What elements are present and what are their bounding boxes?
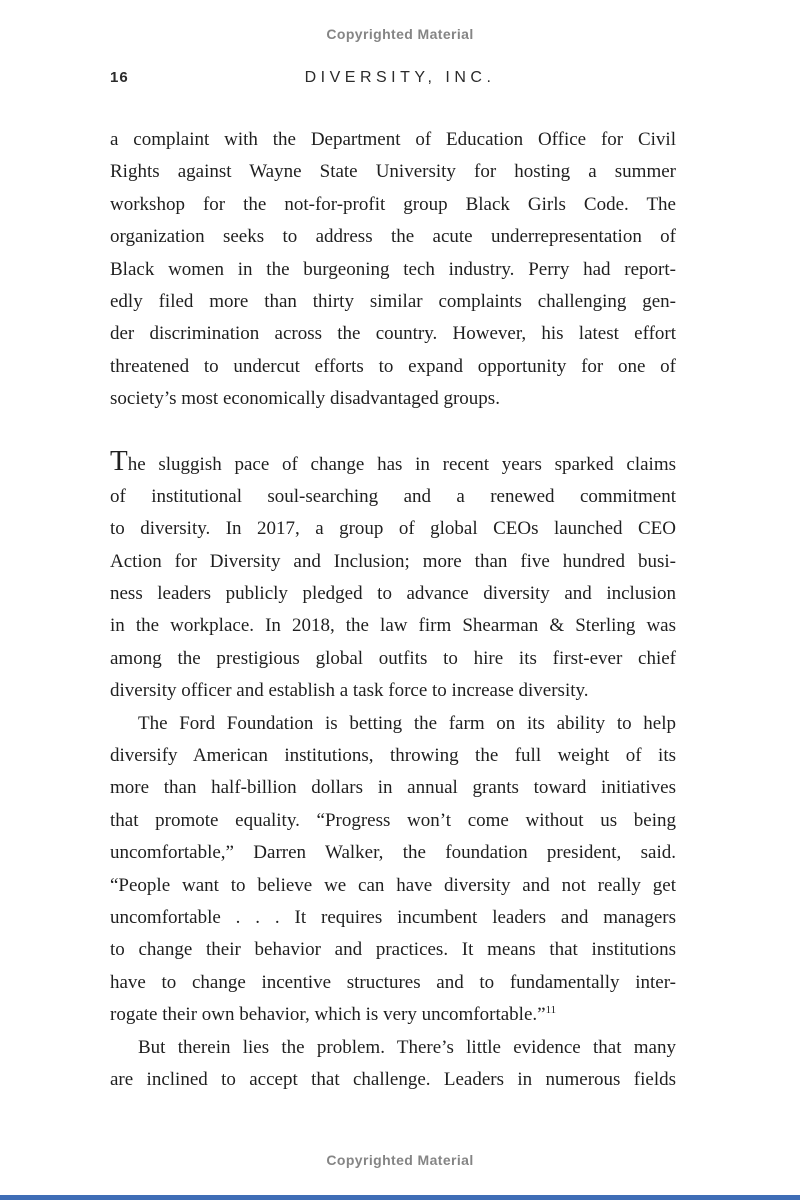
text-line: The sluggish pace of change has in recent years sparked claims — [110, 449, 676, 481]
text-line: Rights against Wayne State University for hosting a summer — [110, 161, 676, 183]
text-line: to diversity. In 2017, a group of global CEOs launched CEO — [110, 518, 676, 540]
paragraph — [110, 124, 676, 416]
text-line: are inclined to accept that challenge. Leaders in numerous fields — [110, 1068, 676, 1090]
text-line: But therein lies the problem. There’s little evidence that many — [138, 1036, 676, 1058]
initial-cap: T — [110, 448, 128, 477]
text-line: Action for Diversity and Inclusion; more than five hundred busi- — [110, 550, 676, 572]
text-line: that promote equality. “Progress won’t come without us being — [110, 809, 676, 831]
text-line: among the prestigious global outfits to hire its first-ever chief — [110, 647, 676, 669]
copyright-banner-top: Copyrighted Material — [326, 26, 474, 42]
endnote-marker: 11 — [545, 1004, 557, 1017]
page-body — [110, 124, 676, 1096]
text-line: have to change incentive structures and to fundamentally inter- — [110, 971, 676, 993]
text-line: edly filed more than thirty similar complaints challenging gen- — [110, 290, 676, 312]
paragraph — [110, 449, 676, 708]
text-line: society’s most economically disadvantaged groups. — [110, 388, 500, 410]
text-line: diversity officer and establish a task force to increase diversity. — [110, 680, 589, 702]
text-line: a complaint with the Department of Education Office for Civil — [110, 129, 676, 150]
text-line: “People want to believe we can have diversity and not really get — [110, 874, 676, 896]
text-line: ness leaders publicly pledged to advance diversity and inclusion — [110, 583, 676, 605]
text-line: workshop for the not-for-profit group Black Girls Code. The — [110, 193, 676, 215]
text-line: uncomfortable . . . It requires incumbent leaders and managers — [110, 906, 676, 928]
text-line: in the workplace. In 2018, the law firm Shearman & Sterling was — [110, 615, 676, 637]
text-line: Black women in the burgeoning tech industry. Perry had report- — [110, 258, 676, 280]
text-line: organization seeks to address the acute underrepresentation of — [110, 226, 676, 248]
text-line: uncomfortable,” Darren Walker, the foundation president, said. — [110, 842, 676, 864]
text-line: The Ford Foundation is betting the farm on its ability to help — [138, 712, 676, 734]
text-line: to change their behavior and practices. It means that institutions — [110, 939, 676, 961]
text-line: of institutional soul-searching and a renewed commitment — [110, 485, 676, 507]
text-line: threatened to undercut efforts to expand opportunity for one of — [110, 355, 676, 377]
paragraph — [110, 708, 676, 1032]
text-line: more than half-billion dollars in annual grants toward initiatives — [110, 777, 676, 799]
paragraph — [110, 1032, 676, 1097]
copyright-banner-bottom: Copyrighted Material — [326, 1152, 474, 1168]
bottom-blue-bar — [0, 1195, 800, 1200]
text-line: der discrimination across the country. However, his latest effort — [110, 323, 676, 345]
text-line: rogate their own behavior, which is very uncomfortable.”$^{11}$ — [110, 1004, 557, 1026]
running-header-title: DIVERSITY, INC. — [304, 69, 496, 86]
page-number: 16 — [110, 69, 129, 86]
text-line: diversify American institutions, throwing the full weight of its — [110, 745, 676, 767]
